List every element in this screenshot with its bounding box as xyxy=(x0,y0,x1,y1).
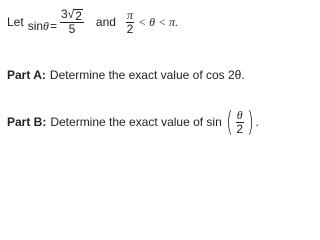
part-b-label: Part B: xyxy=(7,115,47,129)
theta-symbol: θ xyxy=(43,18,49,33)
fraction-denominator: 5 xyxy=(68,22,76,36)
given-line xyxy=(7,8,178,36)
pi-denominator: 2 xyxy=(126,21,134,36)
equals-sign: = xyxy=(49,19,57,33)
pi-over-two-fraction xyxy=(126,9,134,36)
part-a-line xyxy=(7,68,245,82)
let-text: Let xyxy=(7,15,24,29)
theta-over-two-fraction xyxy=(236,109,244,136)
part-b-text: Determine the exact value of sin xyxy=(50,115,222,129)
left-paren-icon: ( xyxy=(225,105,233,138)
period: . xyxy=(255,115,259,129)
theta-denominator: 2 xyxy=(236,121,243,136)
sqrt xyxy=(68,8,83,22)
numerator-coefficient: 3 xyxy=(60,7,68,21)
radical-sign-icon: √ xyxy=(67,7,75,21)
right-paren-icon: ) xyxy=(246,105,254,138)
part-b-line xyxy=(7,105,259,138)
fraction-numerator xyxy=(60,8,84,23)
and-text: and xyxy=(95,15,116,29)
theta-numerator: θ xyxy=(236,107,243,122)
part-a-text: Determine the exact value of cos 2θ. xyxy=(49,68,245,82)
radicand: 2 xyxy=(75,9,82,23)
theta-inequality: < θ < π. xyxy=(137,14,179,29)
sin-function: sin xyxy=(27,19,44,33)
pi-symbol: π xyxy=(126,7,133,22)
part-a-label: Part A: xyxy=(7,68,46,82)
sin-value-fraction xyxy=(60,8,84,36)
